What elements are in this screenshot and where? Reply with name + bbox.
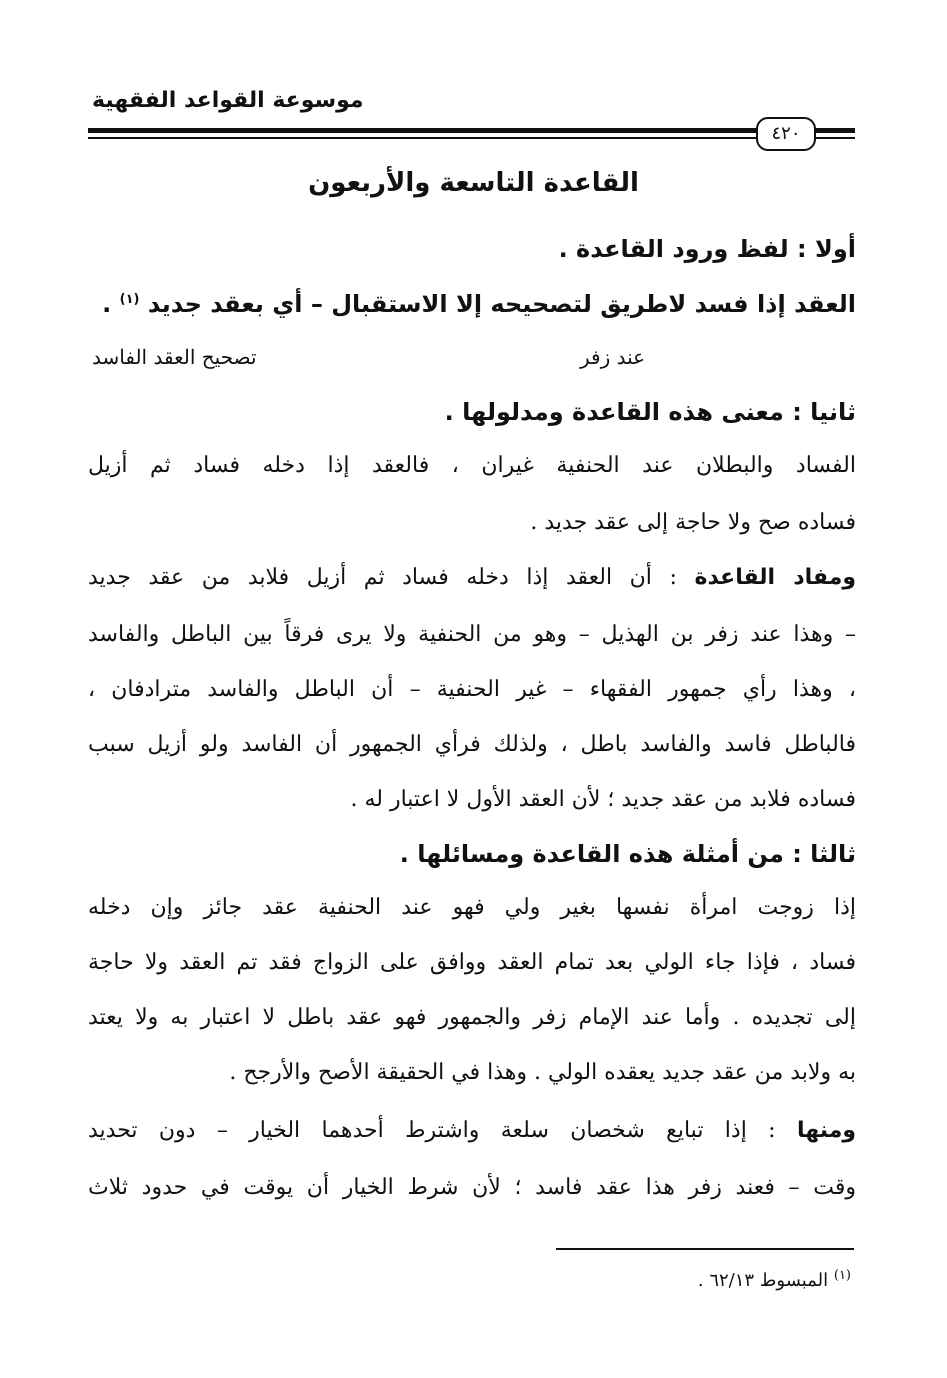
rule-statement [102,290,856,318]
footnote-marker: (١) [119,292,140,307]
paragraph-line [88,565,856,590]
section-heading-wording: أولا : لفظ ورود القاعدة . [558,235,856,263]
header-rule-thin [88,137,855,139]
paragraph-line [88,1118,856,1143]
paragraph-line: ، وهذا رأي جمهور الفقهاء – غير الحنفية – أن الباطل والفاسد مترادفان ، [88,677,856,702]
chapter-title: القاعدة التاسعة والأربعون [308,168,639,198]
paragraph-line: وقت – فعند زفر هذا عقد فاسد ؛ لأن شرط الخيار أن يوقت في حدود ثلاث [88,1175,856,1200]
paragraph-line: إذا زوجت امرأة نفسها بغير ولي فهو عند الحنفية عقد جائز وإن دخله [88,895,856,920]
footnote-marker: (١) [833,1268,851,1283]
footnote-rule [556,1248,854,1250]
running-title: موسوعة القواعد الفقهية [92,88,364,113]
section-heading-examples: ثالثا : من أمثلة هذه القاعدة ومسائلها . [399,840,856,868]
rule-statement-end: . [102,290,112,318]
annotation-correcting-void-contract: تصحيح العقد الفاسد [92,345,257,369]
paragraph-line: فساد ، فإذا جاء الولي بعد تمام العقد ووافق على الزواج فقد تم العقد ولا حاجة [88,950,856,975]
paragraph-line: الفساد والبطلان عند الحنفية غيران ، فالعقد إذا دخله فساد ثم أزيل [88,453,856,478]
footnote [698,1268,851,1291]
paragraph-text: : إذا تبايع شخصان سلعة واشترط أحدهما الخيار – دون تحديد [88,1118,776,1143]
paragraph-line: إلى تجديده . وأما عند الإمام زفر والجمهور فهو عقد باطل لا اعتبار به ولا يعتد [88,1005,856,1030]
paragraph-lead: ومنها [796,1118,856,1143]
annotation-zufar: عند زفر [580,345,646,369]
paragraph-line: فساده فلابد من عقد جديد ؛ لأن العقد الأول لا اعتبار له . [350,787,856,812]
section-heading-meaning: ثانيا : معنى هذه القاعدة ومدلولها . [444,398,856,426]
header-rule-thick [88,128,855,133]
paragraph-lead: ومفاد القاعدة [694,565,856,590]
footnote-text: المبسوط ٦٢/١٣ . [697,1270,829,1291]
rule-statement-text: العقد إذا فسد لاطريق لتصحيحه إلا الاستقبال – أي بعقد جديد [147,290,856,318]
paragraph-text: : أن العقد إذا دخله فساد ثم أزيل فلابد من عقد جديد [88,565,677,590]
paragraph-line: به ولابد من عقد جديد يعقده الولي . وهذا في الحقيقة الأصح والأرجح . [229,1060,856,1085]
paragraph-line: فساده صح ولا حاجة إلى عقد جديد . [530,510,856,535]
paragraph-line: – وهذا عند زفر بن الهذيل – وهو من الحنفية ولا يرى فرقاً بين الباطل والفاسد [88,622,856,647]
paragraph-line: فالباطل فاسد والفاسد باطل ، ولذلك فرأي الجمهور أن الفاسد ولو أزيل سبب [88,732,856,757]
page-number: ٤٢٠ [756,117,816,151]
